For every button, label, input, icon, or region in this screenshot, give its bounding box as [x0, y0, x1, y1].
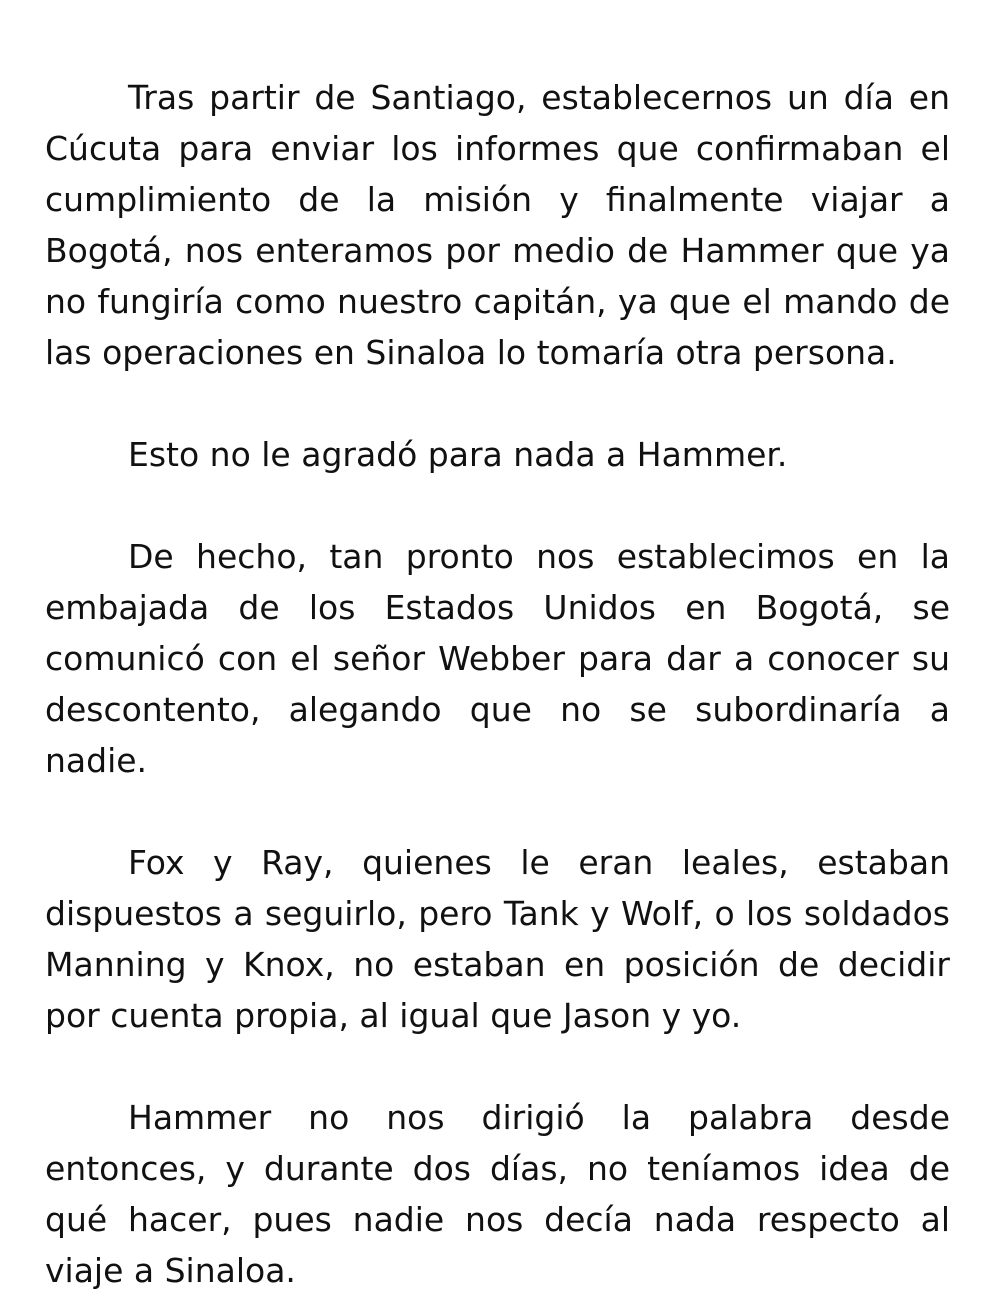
paragraph-2: Esto no le agradó para nada a Hammer. [128, 435, 788, 474]
paragraph-1: Tras partir de Santiago, establecernos un día en Cúcuta para enviar los informes que confirmaban el cumplimiento de la misión y finalmente viajar a Bogotá, nos enteramos por medio de Hammer que ya no fungiría como nuestro capitán, ya que el mando de las operaciones en Sinaloa lo tomaría otra persona. [45, 78, 950, 372]
document-page [45, 72, 950, 1296]
paragraph-3: De hecho, tan pronto nos establecimos en la embajada de los Estados Unidos en Bogotá, se comunicó con el señor Webber para dar a conocer su descontento, alegando que no se subordinaría a nadie. [45, 537, 950, 780]
paragraph-4: Fox y Ray, quienes le eran leales, estaban dispuestos a seguirlo, pero Tank y Wolf, o los soldados Manning y Knox, no estaban en posición de decidir por cuenta propia, al igual que Jason y yo. [45, 843, 950, 1035]
paragraph-5: Hammer no nos dirigió la palabra desde entonces, y durante dos días, no teníamos idea de qué hacer, pues nadie nos decía nada respecto al viaje a Sinaloa. [45, 1098, 950, 1290]
